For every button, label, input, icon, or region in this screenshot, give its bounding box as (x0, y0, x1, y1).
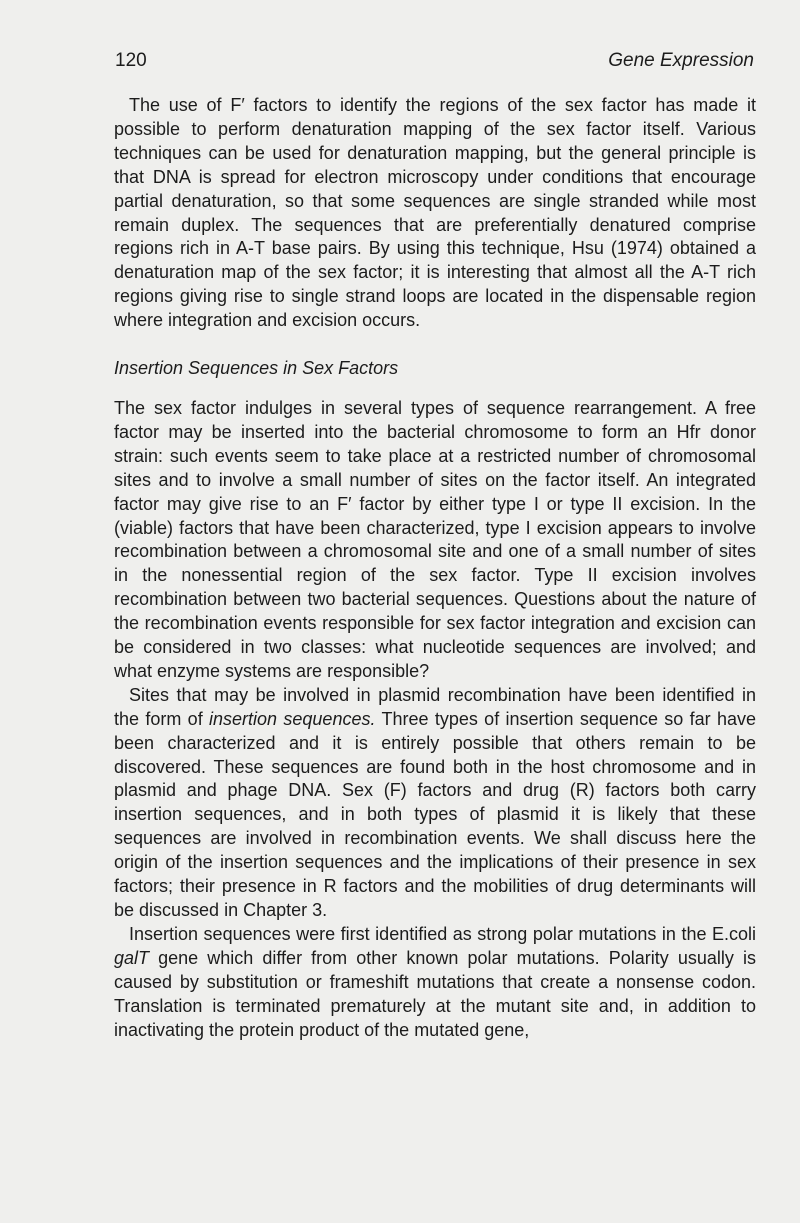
gene-name: galT (114, 947, 150, 968)
paragraph-sequence-rearrangement: The sex factor indulges in several types of sequence rearrangement. A free factor may be inserted into the bacterial chromosome to form an Hfr donor strain: such events seem to take place at a restricted number of chromosomal sites and to involve a small number of sites on the factor itself. An integrated factor may give rise to an F′ factor by either type I or type II excision. In the (viable) factors that have been characterized, type I excision appears to involve recombination between a chromosomal site and one of a small number of sites in the nonessential region of the sex factor. Type II excision involves recombination between two bacterial sequences. Questions about the nature of the recombination events responsible for sex factor integration and excision can be considered in two classes: what nucleotide sequences are involved; and what enzyme systems are responsible? (114, 397, 756, 681)
paragraph-text: Insertion sequences were first identified as strong polar mutations in the E.coli (129, 923, 756, 944)
section-heading: Insertion Sequences in Sex Factors (114, 358, 399, 379)
paragraph-text: gene which differ from other known polar mutations. Polarity usually is caused by substitution or frameshift mutations that create a nonsense codon. Translation is terminated prematurely at the mutant site and, in addition to inactivating the protein product of the mutated gene, (114, 947, 756, 1040)
emphasis-term: insertion sequences. (209, 708, 376, 729)
running-head: Gene Expression (608, 50, 754, 71)
page-number: 120 (115, 50, 147, 71)
page-header (0, 50, 800, 78)
paragraph-insertion-sequences (114, 684, 756, 923)
paragraph-text: Three types of insertion sequence so far have been characterized and it is entirely possible that others remain to be discovered. These sequences are found both in the host chromosome and in plasmid and phage DNA. Sex (F) factors and drug (R) factors both carry insertion sequences, and in both types of plasmid it is likely that these sequences are involved in recombination events. We shall discuss here the origin of the insertion sequences and the implications of their presence in sex factors; their presence in R factors and the mobilities of drug determinants will be discussed in Chapter 3. (114, 708, 756, 920)
body-text (114, 94, 756, 1042)
paragraph-text: Sites that may be involved in plasmid recombination have been identified in the form of (114, 684, 756, 729)
paragraph-denaturation-mapping: The use of F′ factors to identify the regions of the sex factor has made it possible to perform denaturation mapping of the sex factor itself. Various techniques can be used for denaturation mapping, but the general principle is that DNA is spread for electron microscopy under conditions that encourage partial denaturation, so that some sequences are single stranded while most remain duplex. The sequences that are preferentially denatured comprise regions rich in A-T base pairs. By using this technique, Hsu (1974) obtained a denaturation map of the sex factor; it is interesting that almost all the A-T rich regions giving rise to single strand loops are located in the dispensable region where integration and excision occurs. (114, 95, 756, 331)
paragraph-polar-mutations (114, 923, 756, 1043)
